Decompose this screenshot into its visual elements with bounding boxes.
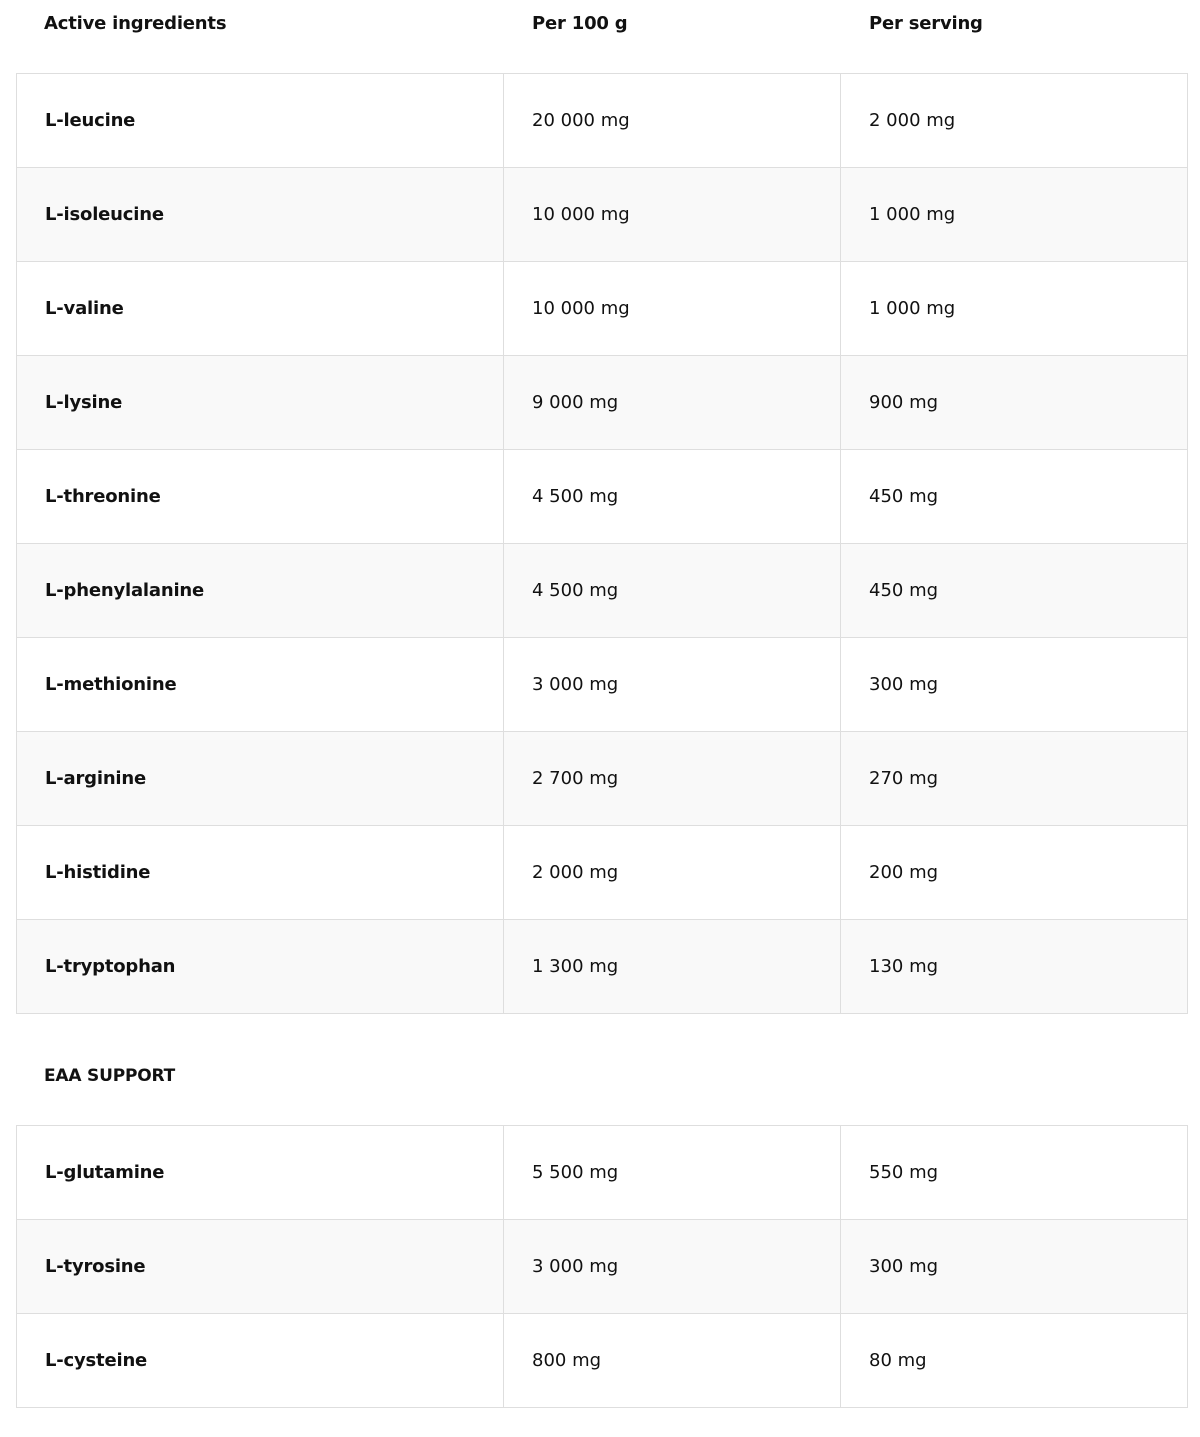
ingredient-name: L-valine [17, 262, 504, 356]
header-ingredients: Active ingredients [44, 13, 227, 34]
table-row [17, 262, 1188, 356]
per-100g-value: 4 500 mg [504, 544, 841, 638]
ingredient-name: L-methionine [17, 638, 504, 732]
per-100g-value: 10 000 mg [504, 262, 841, 356]
per-100g-value: 3 000 mg [504, 1220, 841, 1314]
ingredient-name: L-histidine [17, 826, 504, 920]
table-row [17, 638, 1188, 732]
per-serving-value: 200 mg [841, 826, 1188, 920]
per-100g-value: 1 300 mg [504, 920, 841, 1014]
per-100g-value: 2 000 mg [504, 826, 841, 920]
table-row [17, 450, 1188, 544]
per-serving-value: 450 mg [841, 544, 1188, 638]
ingredient-name: L-tyrosine [17, 1220, 504, 1314]
per-serving-value: 270 mg [841, 732, 1188, 826]
ingredient-name: L-threonine [17, 450, 504, 544]
per-100g-value: 800 mg [504, 1314, 841, 1408]
per-serving-value: 130 mg [841, 920, 1188, 1014]
ingredient-name: L-tryptophan [17, 920, 504, 1014]
header-per-serving: Per serving [869, 13, 983, 34]
table-row [17, 74, 1188, 168]
ingredient-name: L-phenylalanine [17, 544, 504, 638]
table-row [17, 1126, 1188, 1220]
per-serving-value: 1 000 mg [841, 168, 1188, 262]
per-serving-value: 80 mg [841, 1314, 1188, 1408]
table-row [17, 356, 1188, 450]
table-header [16, 0, 1186, 50]
per-100g-value: 2 700 mg [504, 732, 841, 826]
table-row [17, 1314, 1188, 1408]
active-ingredients-table [16, 73, 1188, 1014]
per-serving-value: 900 mg [841, 356, 1188, 450]
table-row [17, 168, 1188, 262]
per-serving-value: 450 mg [841, 450, 1188, 544]
per-serving-value: 2 000 mg [841, 74, 1188, 168]
per-serving-value: 300 mg [841, 1220, 1188, 1314]
eaa-support-label: EAA SUPPORT [44, 1066, 175, 1086]
ingredient-name: L-lysine [17, 356, 504, 450]
per-100g-value: 9 000 mg [504, 356, 841, 450]
ingredient-name: L-glutamine [17, 1126, 504, 1220]
table-row [17, 1220, 1188, 1314]
per-100g-value: 3 000 mg [504, 638, 841, 732]
per-100g-value: 10 000 mg [504, 168, 841, 262]
table-row [17, 826, 1188, 920]
ingredient-name: L-leucine [17, 74, 504, 168]
table-row [17, 732, 1188, 826]
ingredient-name: L-cysteine [17, 1314, 504, 1408]
per-serving-value: 550 mg [841, 1126, 1188, 1220]
table-row [17, 920, 1188, 1014]
per-100g-value: 20 000 mg [504, 74, 841, 168]
per-serving-value: 1 000 mg [841, 262, 1188, 356]
ingredient-name: L-arginine [17, 732, 504, 826]
table-row [17, 544, 1188, 638]
per-serving-value: 300 mg [841, 638, 1188, 732]
eaa-support-table [16, 1125, 1188, 1408]
per-100g-value: 4 500 mg [504, 450, 841, 544]
per-100g-value: 5 500 mg [504, 1126, 841, 1220]
ingredient-name: L-isoleucine [17, 168, 504, 262]
header-per-100g: Per 100 g [532, 13, 628, 34]
